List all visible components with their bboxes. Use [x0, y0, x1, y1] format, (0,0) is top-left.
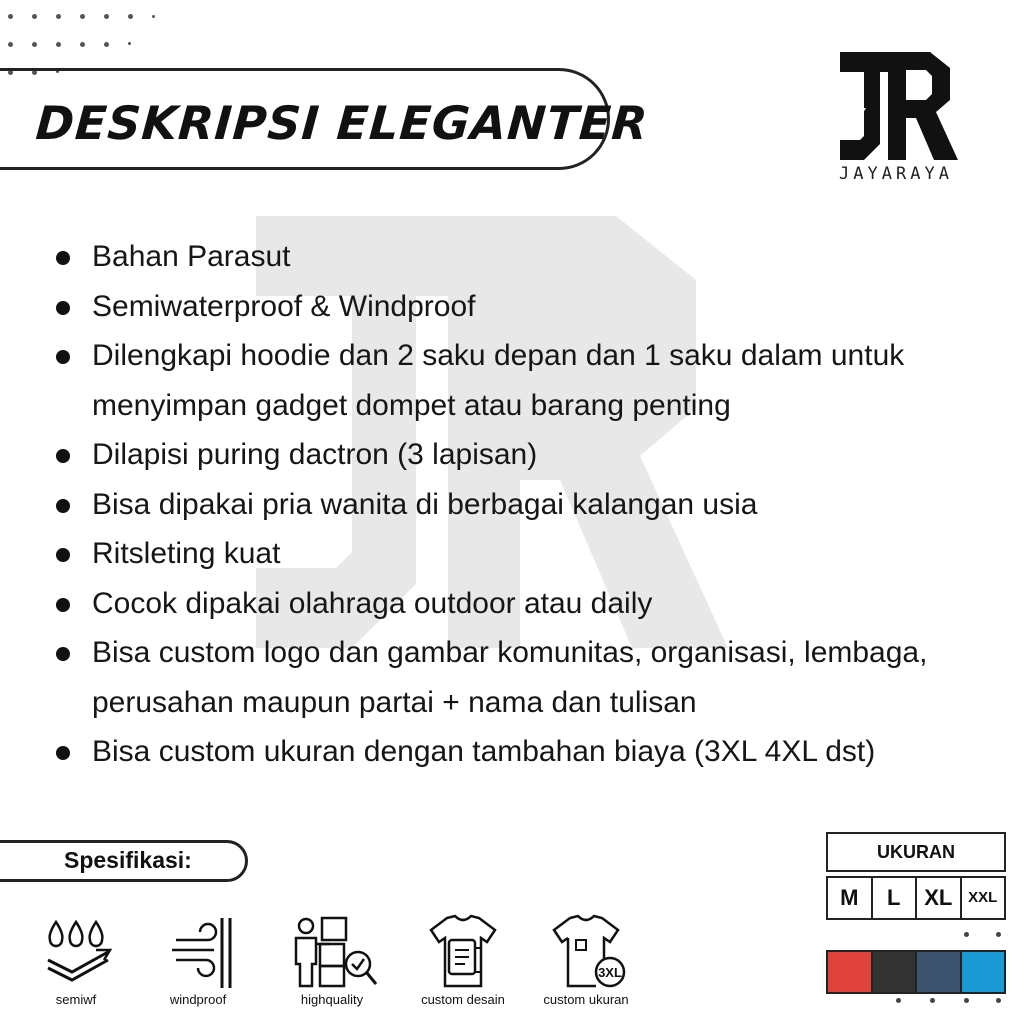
color-swatch-navy — [915, 952, 960, 992]
size-heading: UKURAN — [826, 832, 1006, 872]
feature-item: Ritsleting kuat — [52, 529, 1012, 579]
spec-caption: custom ukuran — [543, 992, 629, 1007]
spec-custom-desain — [403, 910, 523, 1010]
feature-item: Bisa custom logo dan gambar komunitas, organisasi, lembaga, perusahan maupun partai + nama dan tulisan — [52, 628, 1012, 727]
feature-item: Cocok dipakai olahraga outdoor atau daily — [52, 579, 1012, 629]
feature-item: Bisa custom ukuran dengan tambahan biaya (3XL 4XL dst) — [52, 727, 1012, 777]
size-badge: 3XL — [598, 965, 622, 980]
spec-windproof — [138, 910, 258, 1010]
spec-highquality — [272, 910, 392, 1010]
feature-list — [52, 232, 1012, 777]
color-swatches — [826, 950, 1006, 994]
spec-caption: custom desain — [421, 992, 505, 1007]
size-option-l: L — [871, 878, 916, 918]
feature-item: Dilengkapi hoodie dan 2 saku depan dan 1 saku dalam untuk menyimpan gadget dompet atau barang penting — [52, 331, 1012, 430]
brand-logo-text: JAYARAYA — [839, 164, 953, 184]
size-option-xl: XL — [915, 878, 960, 918]
size-option-xxl: XXL — [960, 878, 1005, 918]
spec-semiwf — [16, 910, 136, 1010]
feature-item: Dilapisi puring dactron (3 lapisan) — [52, 430, 1012, 480]
size-option-m: M — [840, 885, 859, 910]
shirt-size-icon — [536, 910, 636, 990]
spec-caption: semiwf — [55, 992, 97, 1007]
color-swatch-blue — [960, 952, 1005, 992]
feature-item: Bahan Parasut — [52, 232, 1012, 282]
color-swatch-black — [871, 952, 916, 992]
feature-item: Semiwaterproof & Windproof — [52, 282, 1012, 332]
page-title: DESKRIPSI ELEGANTER — [34, 96, 651, 150]
shirt-design-icon — [413, 910, 513, 990]
quality-check-icon — [282, 910, 382, 990]
wind-icon — [148, 910, 248, 990]
feature-item: Bisa dipakai pria wanita di berbagai kalangan usia — [52, 480, 1012, 530]
color-swatch-red — [828, 952, 871, 992]
spec-label: Spesifikasi: — [64, 847, 192, 873]
water-drops-icon — [26, 910, 126, 990]
spec-custom-ukuran — [526, 910, 646, 1010]
spec-caption: windproof — [169, 992, 227, 1007]
spec-caption: highquality — [300, 992, 364, 1007]
size-options — [826, 876, 1006, 920]
